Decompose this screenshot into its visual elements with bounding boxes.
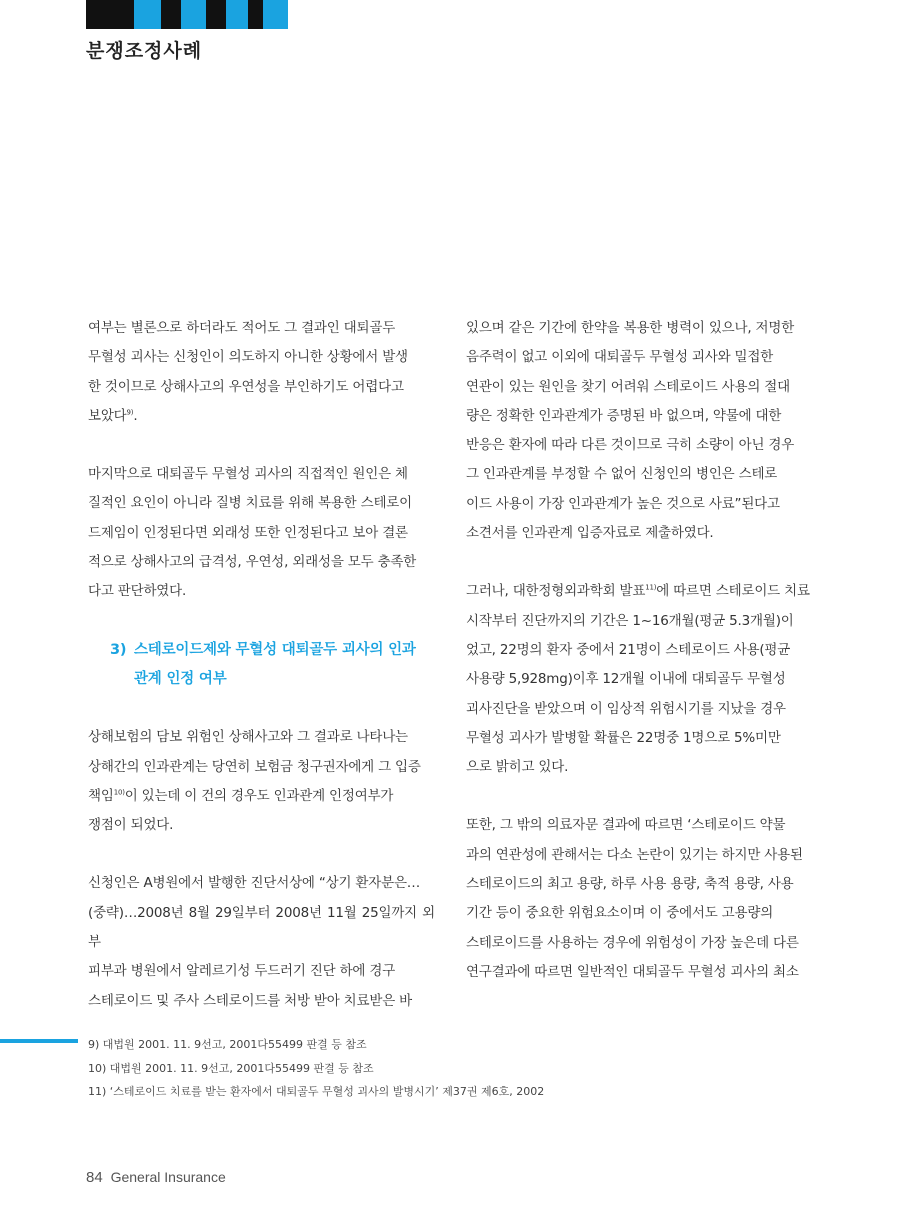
header-band-block [248, 0, 263, 29]
paragraph: 또한, 그 밖의 의료자문 결과에 따르면 ‘스테로이드 약물 과의 연관성에 관해서는 다소 논란이 있기는 하지만 사용된 스테로이드의 최고 용량, 하루 사용 용량, 축적 용량, 사용 기간 등이 중요한 위험요소이며 이 중에서도 고용량의 스테로이드를 사용하는 경우에 위험성이 가장 높은데 다른 연구결과에 따르면 일반적인 대퇴골두 무혈성 괴사의 최소 [466, 817, 803, 980]
page-number: 84 [86, 1169, 103, 1186]
header-band-block [161, 0, 181, 29]
paragraph: 신청인은 A병원에서 발행한 진단서상에 “상기 환자분은… (중략)…2008년 8월 29일부터 2008년 11월 25일까지 외부 피부과 병원에서 알레르기성 두드러기 진단 하에 경구 스테로이드 및 주사 스테로이드를 처방 받아 치료받은 바 [88, 875, 435, 1009]
right-column [466, 314, 813, 987]
paragraph: 있으며 같은 기간에 한약을 복용한 병력이 있으나, 저명한 음주력이 없고 이외에 대퇴골두 무혈성 괴사와 밀접한 연관이 있는 원인을 찾기 어려워 스테로이드 사용의 절대 량은 정확한 인과관계가 증명된 바 없으며, 약물에 대한 반응은 환자에 따라 다른 것이므로 극히 소량이 아닌 경우 그 인과관계를 부정할 수 없어 신청인의 병인은 스테로 이드 사용이 가장 인과관계가 높은 것으로 사료”된다고 소견서를 인과관계 입증자료로 제출하였다. [466, 320, 795, 542]
footnote-ref: 10) [113, 788, 125, 797]
subheading-number: 3) [110, 641, 127, 658]
paragraph [466, 577, 813, 782]
paragraph-text: 이 있는데 이 건의 경우도 인과관계 인정여부가 쟁점이 되었다. [88, 787, 394, 834]
footnotes [88, 1033, 544, 1104]
paragraph [88, 314, 435, 431]
paragraph-text: 에 따르면 스테로이드 치료 시작부터 진단까지의 기간은 1~16개월(평균 5.3개월)이 었고, 22명의 환자 중에서 21명이 스테로이드 사용(평균 사용량 5,928mg)이후 12개월 이내에 대퇴골두 무혈성 괴사진단을 받았으며 이 임상적 위험시기를 지났을 경우 무혈성 괴사가 발병할 확률은 22명중 1명으로 5%미만 으로 밝히고 있다. [466, 583, 810, 776]
footnote: 11) ‘스테로이드 치료를 받는 환자에서 대퇴골두 무혈성 괴사의 발병시기’ 제37권 제6호, 2002 [88, 1085, 545, 1099]
paragraph [88, 723, 435, 840]
paragraph: 마지막으로 대퇴골두 무혈성 괴사의 직접적인 원인은 체 질적인 요인이 아니라 질병 치료를 위해 복용한 스테로이 드제임이 인정된다면 외래성 또한 인정된다고 보아 결론 적으로 상해사고의 급격성, 우연성, 외래성을 모두 충족한 다고 판단하였다. [88, 466, 417, 600]
paragraph-text: 그러나, 대한정형외과학회 발표 [466, 583, 646, 600]
paragraph-text: 상해보험의 담보 위험인 상해사고와 그 결과로 나타나는 상해간의 인과관계는 당연히 보험금 청구권자에게 그 입증 책임 [88, 729, 421, 804]
header-band-block [86, 0, 134, 29]
subheading [88, 636, 435, 695]
paragraph-text: . [133, 407, 138, 424]
paragraph-text: 여부는 별론으로 하더라도 적어도 그 결과인 대퇴골두 무혈성 괴사는 신청인이 의도하지 아니한 상황에서 발생 한 것이므로 상해사고의 우연성을 부인하기도 어렵다고 보았다 [88, 320, 408, 424]
left-column [88, 314, 435, 1016]
publication-name: General Insurance [110, 1169, 226, 1185]
subheading-text: 관계 인정 여부 [134, 670, 227, 687]
footnote-rule [0, 1039, 78, 1043]
footnote-ref: 9) [126, 408, 134, 417]
section-title: 분쟁조정사례 [86, 40, 203, 62]
page-footer [86, 1169, 226, 1186]
footnote: 9) 대법원 2001. 11. 9선고, 2001다55499 판결 등 참조 [88, 1038, 367, 1051]
header-color-band [86, 0, 288, 29]
subheading-text: 스테로이드제와 무혈성 대퇴골두 괴사의 인과 [134, 641, 416, 658]
footnote: 10) 대법원 2001. 11. 9선고, 2001다55499 판결 등 참조 [88, 1061, 374, 1075]
header-band-block [206, 0, 226, 29]
footnote-ref: 11) [645, 583, 657, 592]
